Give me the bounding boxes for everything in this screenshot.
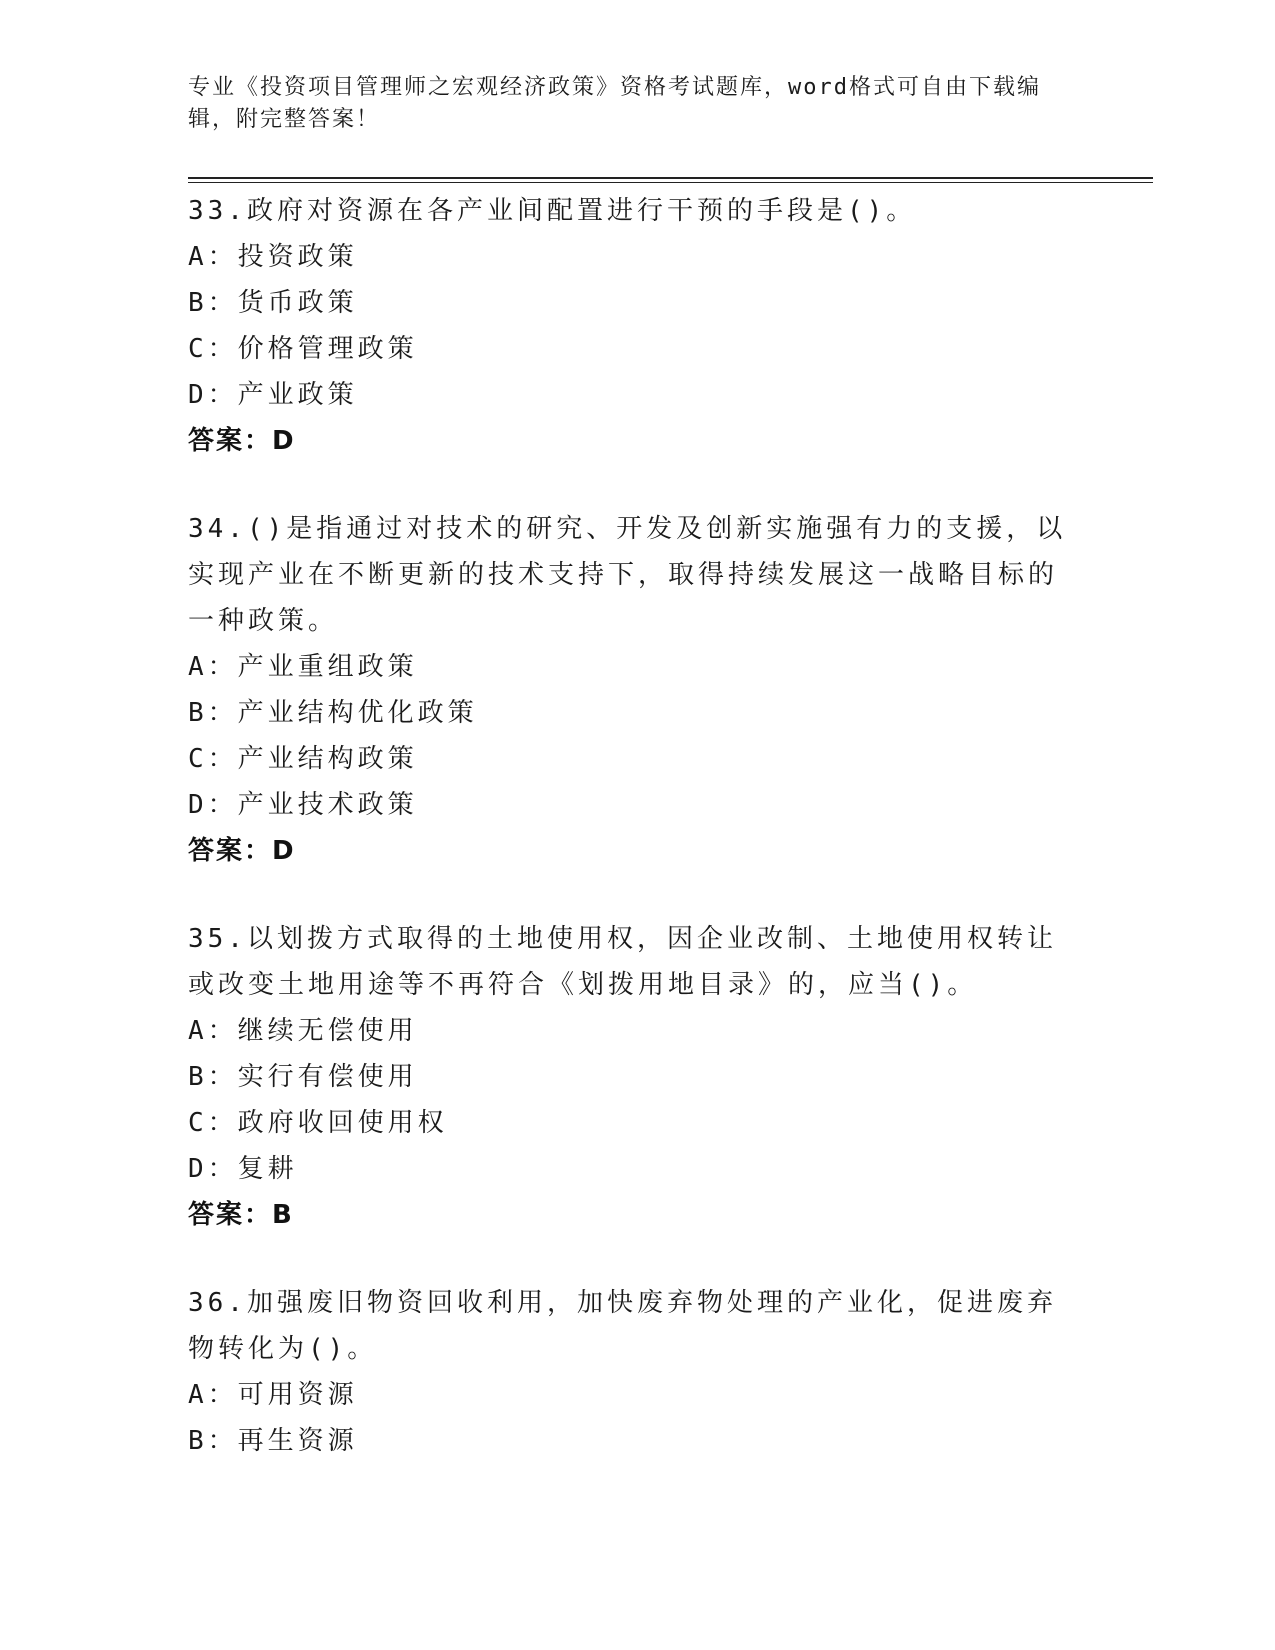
option-text: 产业技术政策: [237, 790, 418, 820]
option-text: 再生资源: [237, 1426, 358, 1456]
option-label: A：: [188, 1380, 238, 1410]
option-label: C：: [188, 1108, 238, 1138]
option-text: 产业政策: [237, 380, 358, 410]
question-33: [188, 188, 1088, 464]
option-c: [188, 736, 1088, 782]
header-divider-top: [188, 177, 1153, 179]
question-stem: 36.加强废旧物资回收利用，加快废弃物处理的产业化，促进废弃物转化为()。: [188, 1288, 1057, 1364]
question-34: [188, 506, 1088, 874]
option-text: 政府收回使用权: [237, 1108, 448, 1138]
option-b: [188, 280, 1088, 326]
document-header: [188, 72, 1068, 136]
option-a: [188, 644, 1088, 690]
option-text: 产业重组政策: [237, 652, 418, 682]
option-c: [188, 1100, 1088, 1146]
answer-line: 答案：D: [188, 836, 296, 866]
question-list: [188, 188, 1088, 1506]
question-stem: 34.()是指通过对技术的研究、开发及创新实施强有力的支援，以实现产业在不断更新的技术支持下，取得持续发展这一战略目标的一种政策。: [188, 514, 1067, 636]
option-text: 产业结构优化政策: [237, 698, 478, 728]
answer-line: 答案：D: [188, 426, 296, 456]
option-label: A：: [188, 242, 238, 272]
option-a: [188, 1008, 1088, 1054]
option-label: C：: [188, 334, 238, 364]
option-d: [188, 372, 1088, 418]
option-label: B：: [188, 698, 238, 728]
question-35: [188, 916, 1088, 1238]
header-divider-bottom: [188, 182, 1153, 183]
option-text: 复耕: [237, 1154, 298, 1184]
option-label: B：: [188, 1062, 238, 1092]
option-label: D：: [188, 790, 238, 820]
answer-line: 答案：B: [188, 1200, 294, 1230]
option-text: 继续无偿使用: [237, 1016, 418, 1046]
option-c: [188, 326, 1088, 372]
option-label: A：: [188, 1016, 238, 1046]
option-text: 产业结构政策: [237, 744, 418, 774]
option-label: A：: [188, 652, 238, 682]
option-text: 价格管理政策: [237, 334, 418, 364]
option-text: 实行有偿使用: [237, 1062, 418, 1092]
option-label: B：: [188, 1426, 238, 1456]
option-text: 投资政策: [237, 242, 358, 272]
header-line-2: 辑，附完整答案！: [188, 107, 381, 132]
option-b: [188, 1418, 1088, 1464]
header-line-1: 专业《投资项目管理师之宏观经济政策》资格考试题库，word格式可自由下载编: [188, 75, 1041, 100]
option-b: [188, 1054, 1088, 1100]
option-label: C：: [188, 744, 238, 774]
question-stem: 33.政府对资源在各产业间配置进行干预的手段是()。: [188, 196, 917, 226]
question-stem: 35.以划拨方式取得的土地使用权，因企业改制、土地使用权转让或改变土地用途等不再符合《划拨用地目录》的，应当()。: [188, 924, 1057, 1000]
question-36: [188, 1280, 1088, 1464]
option-text: 货币政策: [237, 288, 358, 318]
option-a: [188, 234, 1088, 280]
option-label: B：: [188, 288, 238, 318]
option-text: 可用资源: [237, 1380, 358, 1410]
option-label: D：: [188, 380, 238, 410]
option-d: [188, 782, 1088, 828]
option-b: [188, 690, 1088, 736]
option-a: [188, 1372, 1088, 1418]
option-d: [188, 1146, 1088, 1192]
option-label: D：: [188, 1154, 238, 1184]
